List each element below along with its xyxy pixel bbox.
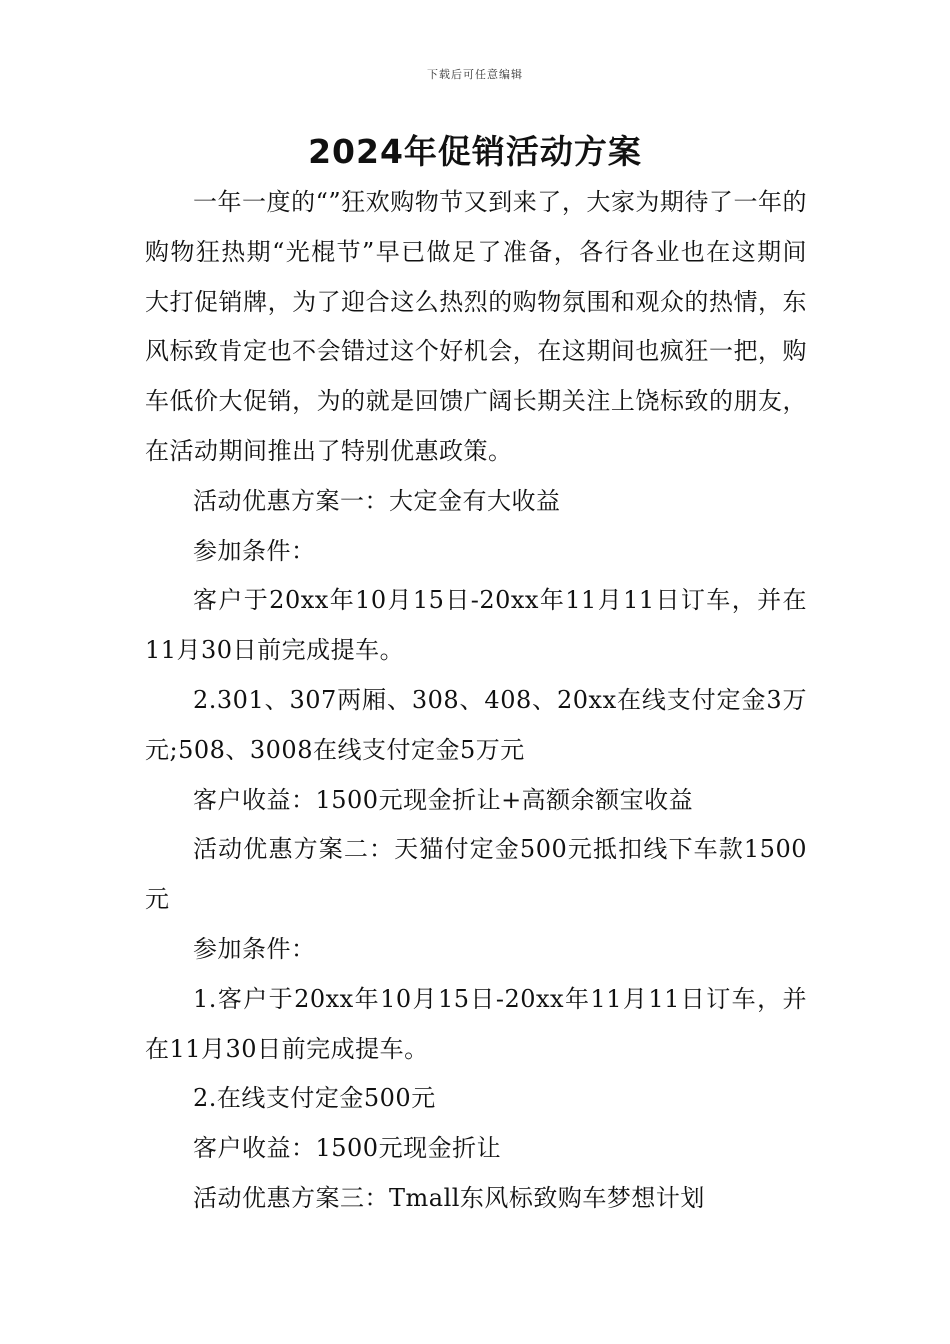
paragraph-condition-2: 2.301、307两厢、308、408、20xx在线支付定金3万元;508、3008在线支付定金5万元 [145,685,807,764]
paragraph-condition-4: 2.在线支付定金500元 [193,1084,436,1113]
paragraph-conditions-label-2: 参加条件： [193,934,316,963]
paragraph-benefit-2: 客户收益：1500元现金折让 [193,1134,502,1163]
document-title: 2024年促销活动方案 [308,132,642,171]
paragraph-condition-3: 1.客户于20xx年10月15日-20xx年11月11日订车，并在11月30日前完成提车。 [145,984,807,1063]
paragraph-conditions-label: 参加条件： [193,536,316,565]
paragraph-condition-1: 客户于20xx年10月15日-20xx年11月11日订车，并在11月30日前完成提车。 [145,586,807,665]
document-body [145,178,807,1224]
paragraph-plan-one-heading: 活动优惠方案一：大定金有大收益 [193,486,561,515]
paragraph-intro: 一年一度的“”狂欢购物节又到来了，大家为期待了一年的购物狂热期“光棍节”早已做足了准备，各行各业也在这期间大打促销牌，为了迎合这么热烈的购物氛围和观众的热情，东风标致肯定也不会错过这个好机会，在这期间也疯狂一把，购车低价大促销，为的就是回馈广阔长期关注上饶标致的朋友，在活动期间推出了特别优惠政策。 [145,188,807,465]
header-note: 下载后可任意编辑 [427,68,523,81]
paragraph-plan-three-heading: 活动优惠方案三：Tmall东风标致购车梦想计划 [193,1183,705,1212]
paragraph-plan-two-heading: 活动优惠方案二：天猫付定金500元抵扣线下车款1500元 [145,835,807,914]
paragraph-benefit-1: 客户收益：1500元现金折让+高额余额宝收益 [193,785,694,814]
